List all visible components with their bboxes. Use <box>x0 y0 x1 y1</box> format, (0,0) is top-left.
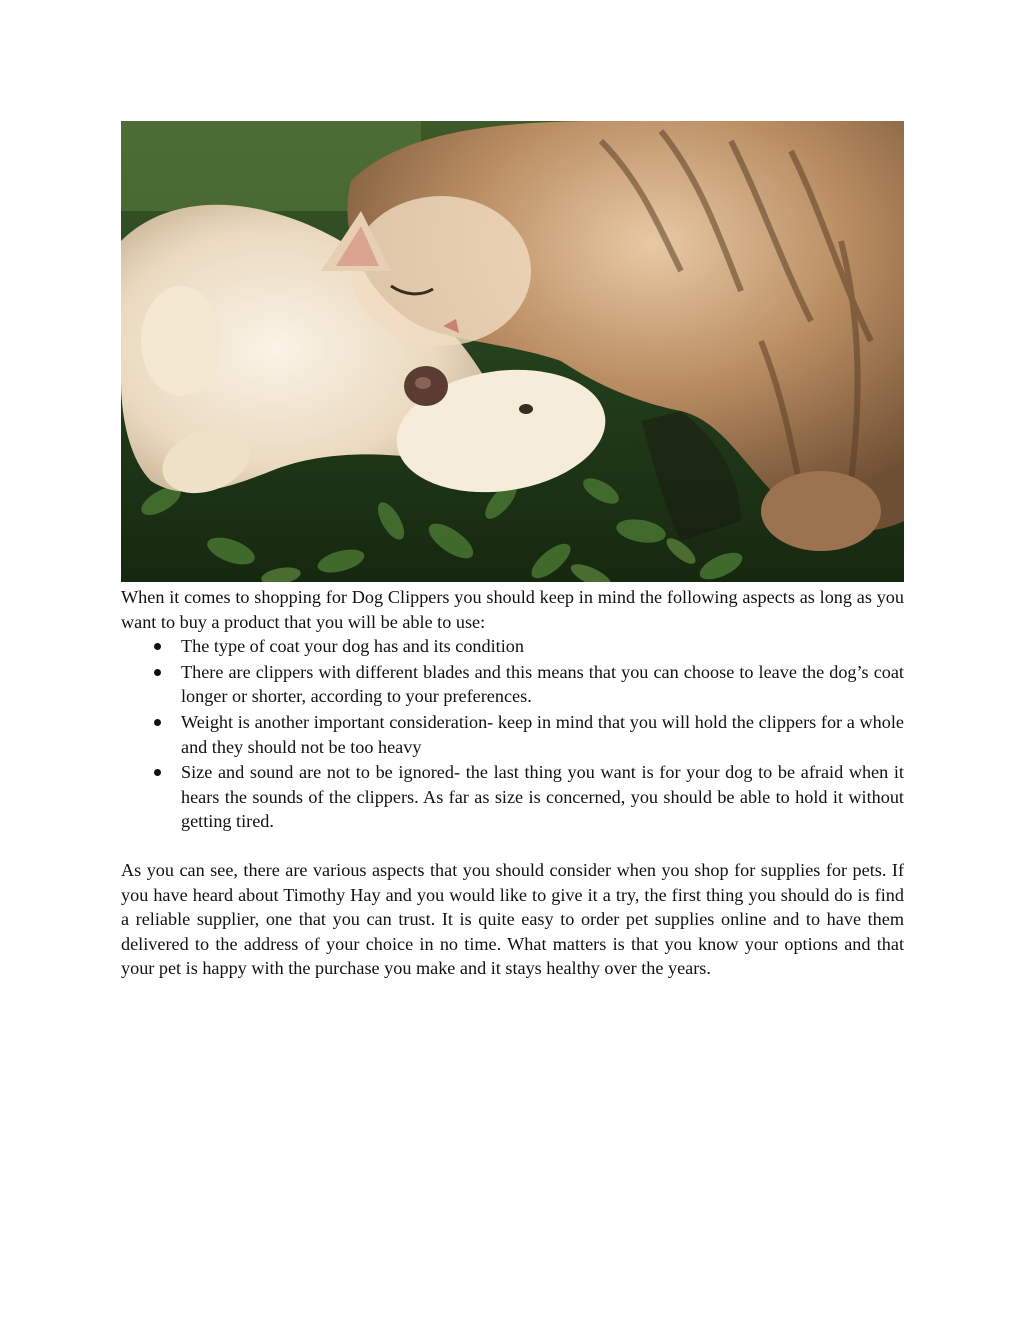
closing-paragraph: As you can see, there are various aspects that you should consider when you shop for supplies for pets. If you have heard about Timothy Hay and you would like to give it a try, the first thing you should do is find a reliable supplier, one that you can trust. It is quite easy to order pet supplies online and to have them delivered to the address of your choice in no time. What matters is that you know your options and that your pet is happy with the purchase you make and it stays healthy over the years. <box>121 859 904 979</box>
intro-paragraph: When it comes to shopping for Dog Clippers you should keep in mind the following aspects as long as you want to buy a product that you will be able to use: <box>121 587 904 632</box>
list-item-text: There are clippers with different blades and this means that you can choose to leave the dog’s coat longer or shorter, according to your preferences. <box>181 661 904 707</box>
bullet-icon <box>154 769 161 776</box>
list-item-text: Size and sound are not to be ignored- the last thing you want is for your dog to be afraid when it hears the sounds of the clippers. As far as size is concerned, you should be able to hold it without getting tired. <box>181 762 904 832</box>
list-item <box>121 660 904 709</box>
list-item-text: The type of coat your dog has and its condition <box>181 636 524 657</box>
list-item <box>121 710 904 759</box>
bullet-icon <box>154 719 161 726</box>
aspects-list <box>121 634 904 834</box>
list-item <box>121 634 904 659</box>
list-item <box>121 760 904 834</box>
list-item-text: Weight is another important consideration- keep in mind that you will hold the clippers for a whole and they should not be too heavy <box>181 711 904 757</box>
bullet-icon <box>154 643 161 650</box>
bullet-icon <box>154 669 161 676</box>
document-page <box>121 121 904 981</box>
cat-and-dog-photo <box>121 121 904 582</box>
